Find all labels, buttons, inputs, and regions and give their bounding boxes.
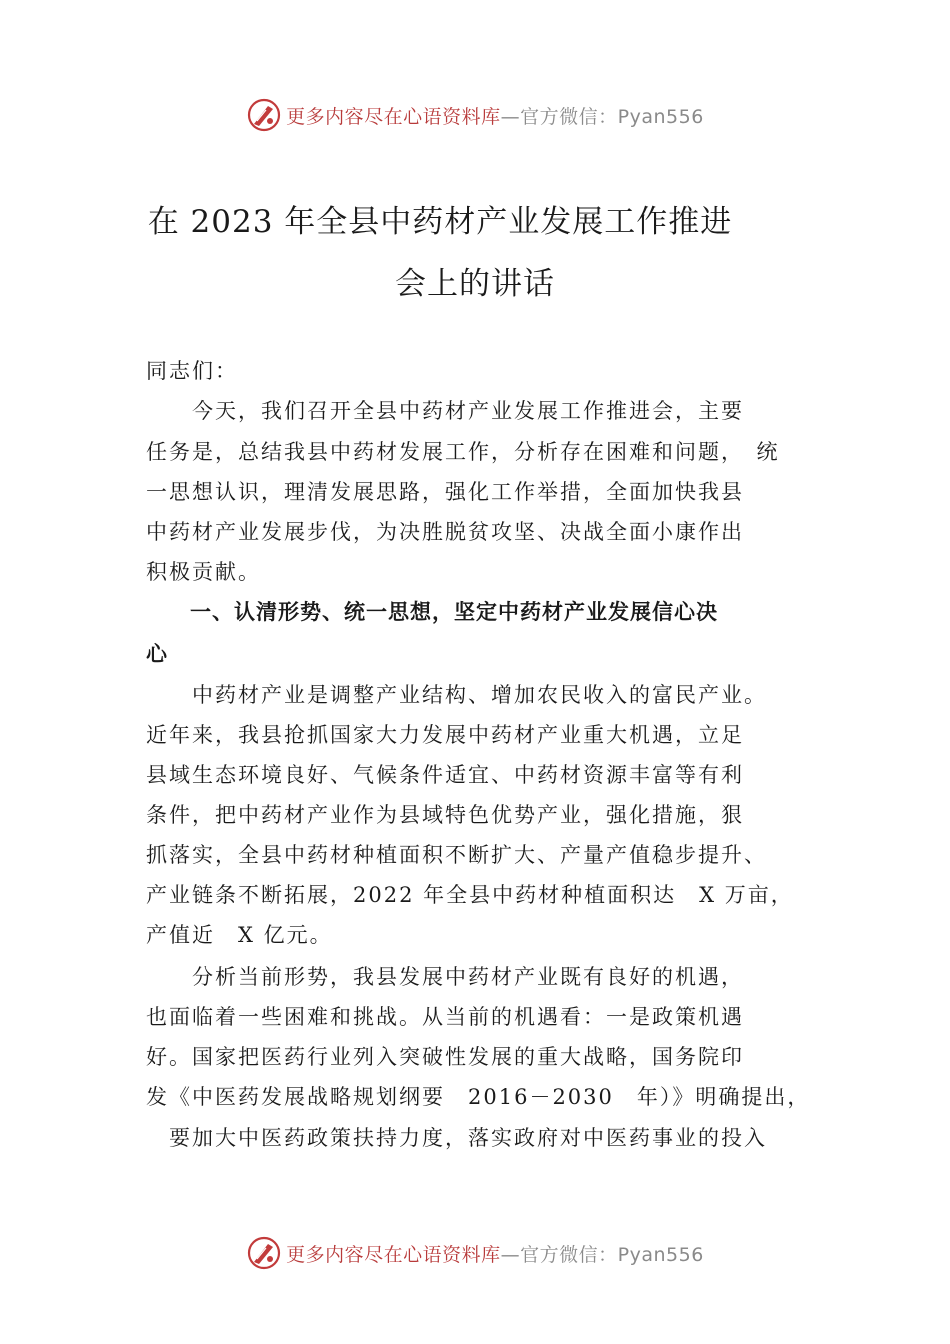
body-line: 近年来，我县抢抓国家大力发展中药材产业重大机遇，立足 bbox=[146, 723, 744, 747]
document-title-line-2: 会上的讲话 bbox=[395, 266, 555, 302]
section-heading: 一、认清形势、统一思想，坚定中药材产业发展信心决 bbox=[146, 600, 718, 624]
body-line: 也面临着一些困难和挑战。从当前的机遇看：一是政策机遇 bbox=[146, 1005, 744, 1029]
body-line: 任务是，总结我县中药材发展工作，分析存在困难和问题， 统 bbox=[146, 440, 780, 464]
body-line: 产业链条不断拓展，2022 年全县中药材种植面积达 X 万亩， bbox=[146, 883, 794, 907]
watermark-text bbox=[286, 1240, 704, 1267]
body-line: 发《中医药发展战略规划纲要 2016－2030 年）》明确提出， bbox=[146, 1085, 811, 1109]
body-line: 产值近 X 亿元。 bbox=[146, 923, 333, 947]
body-line: 抓落实，全县中药材种植面积不断扩大、产量产值稳步提升、 bbox=[146, 843, 767, 867]
body-line: 一思想认识，理清发展思路，强化工作举措，全面加快我县 bbox=[146, 480, 744, 504]
body-line: 分析当前形势，我县发展中药材产业既有良好的机遇， bbox=[146, 965, 744, 989]
watermark-separator: — bbox=[500, 1243, 521, 1266]
quill-logo-icon bbox=[246, 97, 282, 133]
watermark-separator: — bbox=[500, 105, 521, 128]
watermark-banner-top bbox=[0, 95, 950, 135]
body-line: 要加大中医药政策扶持力度，落实政府对中医药事业的投入 bbox=[146, 1126, 767, 1150]
watermark-brand: 更多内容尽在心语资料库 bbox=[286, 105, 501, 128]
body-line: 好。国家把医药行业列入突破性发展的重大战略，国务院印 bbox=[146, 1045, 744, 1069]
section-heading-continued: 心 bbox=[146, 642, 168, 666]
body-line: 县域生态环境良好、气候条件适宜、中药材资源丰富等有利 bbox=[146, 763, 744, 787]
document-title-line-1: 在 2023 年全县中药材产业发展工作推进 bbox=[147, 204, 733, 240]
body-line: 中药材产业是调整产业结构、增加农民收入的富民产业。 bbox=[146, 683, 767, 707]
watermark-brand: 更多内容尽在心语资料库 bbox=[286, 1243, 501, 1266]
body-line: 今天，我们召开全县中药材产业发展工作推进会，主要 bbox=[146, 399, 744, 423]
body-line: 积极贡献。 bbox=[146, 560, 261, 584]
watermark-text bbox=[286, 102, 704, 129]
salutation: 同志们： bbox=[146, 359, 238, 383]
watermark-contact: 官方微信：Pyan556 bbox=[520, 105, 704, 128]
watermark-banner-bottom bbox=[0, 1233, 950, 1273]
body-line: 条件，把中药材产业作为县域特色优势产业，强化措施，狠 bbox=[146, 803, 744, 827]
quill-logo-icon bbox=[246, 1235, 282, 1271]
body-line: 中药材产业发展步伐，为决胜脱贫攻坚、决战全面小康作出 bbox=[146, 520, 744, 544]
watermark-contact: 官方微信：Pyan556 bbox=[520, 1243, 704, 1266]
